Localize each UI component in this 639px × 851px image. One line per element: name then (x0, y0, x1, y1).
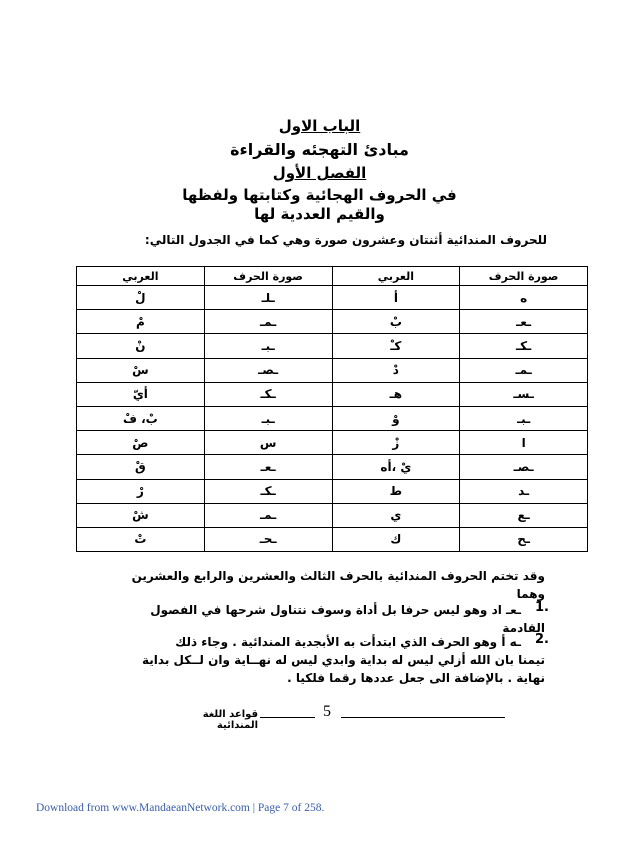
arabic-cell: هـ (332, 382, 460, 406)
table-row (77, 286, 588, 310)
letter-form-cell: ـسـ (460, 382, 588, 406)
topic-title: في الحروف الهجائية وكتابتها ولفظها (182, 186, 457, 204)
topic-subtitle: والقيم العددية لها (254, 205, 385, 223)
item-2-number: 2. (535, 632, 549, 647)
letter-form-cell: ـكـ (204, 479, 332, 503)
table-row (77, 358, 588, 382)
table-row (77, 310, 588, 334)
subsection-title: الفصل الأول (272, 164, 367, 182)
arabic-cell: قْ (77, 455, 205, 479)
table-row (77, 503, 588, 527)
letter-form-cell: ـمـ (460, 358, 588, 382)
arabic-cell: نْ (77, 334, 205, 358)
table-row (77, 382, 588, 406)
letter-form-cell: ـلـ (204, 286, 332, 310)
letter-form-cell: ـع (460, 503, 588, 527)
footer-label: قواعد اللغة المندائية (202, 709, 258, 731)
arabic-cell: مْ (77, 310, 205, 334)
arabic-cell: شْ (77, 503, 205, 527)
letter-form-cell: ـصـ (204, 358, 332, 382)
item-2-continued-2: نهاية . بالإضافة الى جعل عددها رقما فلكيا . (287, 671, 545, 685)
arabic-cell: ك (332, 527, 460, 551)
closing-line-2: وهما (516, 587, 545, 601)
arabic-cell: سْ (77, 358, 205, 382)
table-row (77, 455, 588, 479)
header-letter-form: صورة الحرف (460, 267, 588, 286)
arabic-cell: تْ (77, 527, 205, 551)
footer-rule-left (260, 717, 315, 718)
intro-text: للحروف المندائية أثنتان وعشرون صورة وهي كما في الجدول التالي: (144, 233, 547, 247)
arabic-cell: لْ (77, 286, 205, 310)
letter-form-cell: ه (460, 286, 588, 310)
item-1-text: ـعـ اد وهو ليس حرفا بل أداة وسوف نتناول شرحها في الفصول (150, 603, 521, 617)
header-arabic: العربي (77, 267, 205, 286)
letter-form-cell: ـد (460, 479, 588, 503)
arabic-cell: يْ ،أه (332, 455, 460, 479)
letter-form-cell: ـبـ (204, 334, 332, 358)
arabic-cell: أيّ (77, 382, 205, 406)
letter-form-cell: ـح (460, 527, 588, 551)
item-1-number: 1. (535, 600, 549, 615)
arabic-cell: وْ (332, 406, 460, 430)
letter-form-cell: ـبـ (204, 406, 332, 430)
item-2-text: ـه أ وهو الحرف الذي ابتدأت به الأبجدية المندائية . وجاء ذلك (175, 635, 521, 649)
arabic-cell: صْ (77, 431, 205, 455)
arabic-cell: بْ (332, 310, 460, 334)
table-row (77, 406, 588, 430)
letter-form-cell: ـمـ (204, 310, 332, 334)
table-row (77, 431, 588, 455)
arabic-cell: رْ (77, 479, 205, 503)
item-1-continued: القادمة (502, 621, 545, 635)
table-row (77, 527, 588, 551)
letter-form-cell: س (204, 431, 332, 455)
arabic-cell: ي (332, 503, 460, 527)
header-arabic: العربي (332, 267, 460, 286)
arabic-cell: أ (332, 286, 460, 310)
footer-rule-right (341, 717, 505, 718)
header-letter-form: صورة الحرف (204, 267, 332, 286)
arabic-cell: كـْ (332, 334, 460, 358)
letter-form-cell: ـكـ (204, 382, 332, 406)
letter-form-cell: ـصـ (460, 455, 588, 479)
table-row (77, 334, 588, 358)
chapter-title: الباب الاول (278, 117, 361, 135)
page-number: 5 (323, 703, 331, 720)
letters-table-body (77, 286, 588, 552)
letter-form-cell: ـمـ (204, 503, 332, 527)
item-2-continued-1: تيمنا بان الله أزلي ليس له بداية وابدي ليس له نهــاية وان لــكل بداية (142, 653, 545, 667)
arabic-cell: زْ (332, 431, 460, 455)
table-header-row (77, 267, 588, 286)
letter-form-cell: ـعـ (204, 455, 332, 479)
download-note[interactable]: Download from www.MandaeanNetwork.com | Page 7 of 258. (36, 802, 325, 814)
section-title: مبادئ التهجئه والقراءة (230, 140, 409, 159)
letter-form-cell: ـحـ (204, 527, 332, 551)
arabic-cell: دْ (332, 358, 460, 382)
closing-line-1: وقد تختم الحروف المندائية بالحرف الثالث والعشرين والرابع والعشرين (131, 569, 545, 583)
letters-table (76, 266, 588, 552)
arabic-cell: ط (332, 479, 460, 503)
arabic-cell: بْ، فْ (77, 406, 205, 430)
letter-form-cell: ا (460, 431, 588, 455)
table-row (77, 479, 588, 503)
letter-form-cell: ـكـ (460, 334, 588, 358)
letter-form-cell: ـعـ (460, 310, 588, 334)
letter-form-cell: ـبـ (460, 406, 588, 430)
